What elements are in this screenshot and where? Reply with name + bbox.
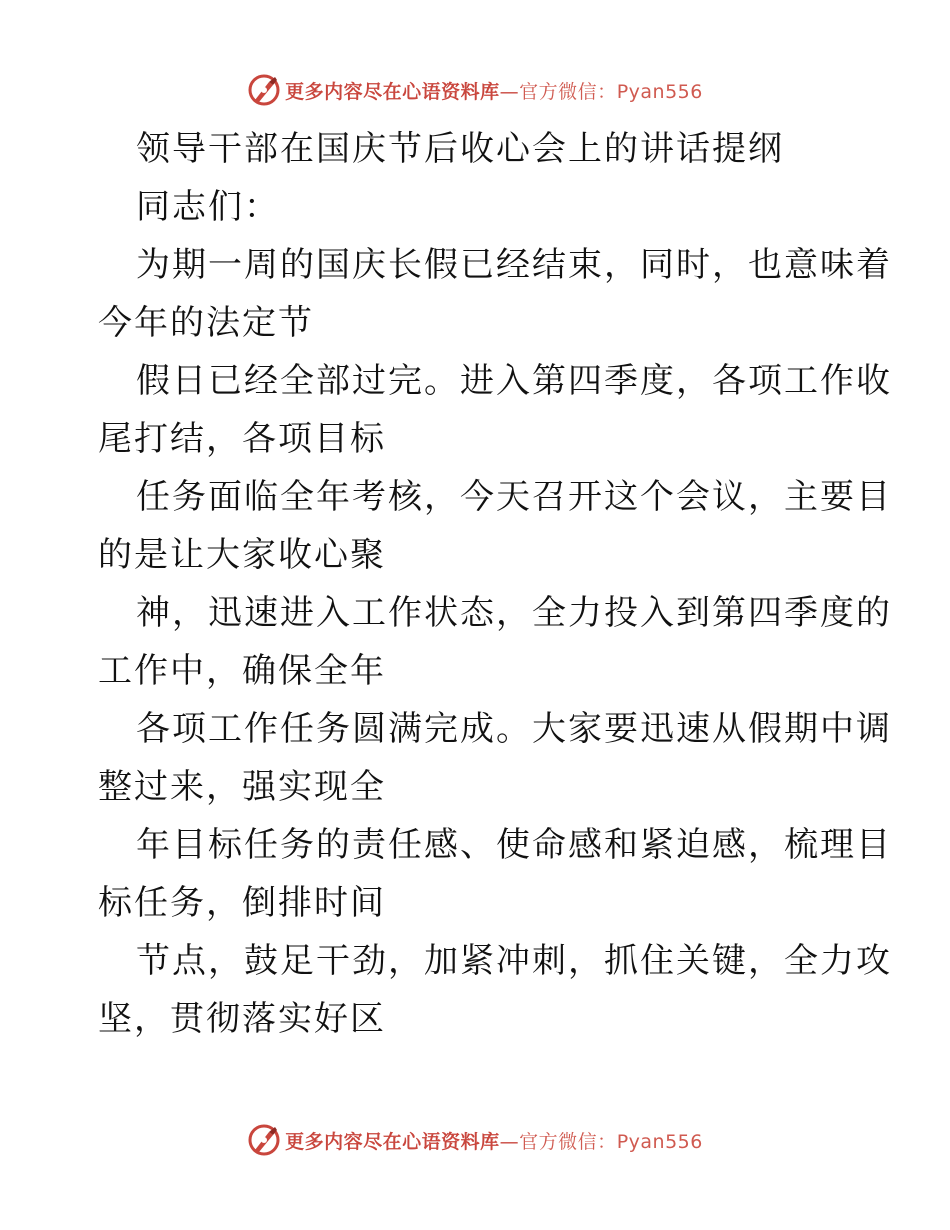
paragraph-line: 整过来，强实现全 xyxy=(98,767,386,807)
paragraph-line: 标任务，倒排时间 xyxy=(98,883,386,923)
footer-watermark-banner xyxy=(0,1120,950,1160)
paragraph-line: 的是让大家收心聚 xyxy=(98,535,386,575)
watermark-dash: — xyxy=(499,1130,520,1153)
header-watermark-banner xyxy=(0,70,950,110)
paragraph-line: 今年的法定节 xyxy=(98,303,314,343)
watermark-wechat-label: 官方微信： xyxy=(519,1130,617,1153)
watermark-dash: — xyxy=(499,80,520,103)
watermark-text xyxy=(285,1127,703,1154)
watermark-wechat-label: 官方微信： xyxy=(519,80,617,103)
paragraph-line: 为期一周的国庆长假已经结束，同时，也意味着 xyxy=(136,245,892,285)
document-body xyxy=(98,120,892,1048)
paragraph-line: 神，迅速进入工作状态，全力投入到第四季度的 xyxy=(136,593,892,633)
paragraph-line: 工作中，确保全年 xyxy=(98,651,386,691)
watermark-main-text: 更多内容尽在心语资料库 xyxy=(285,1130,500,1153)
paragraph-line: 任务面临全年考核，今天召开这个会议，主要目 xyxy=(136,477,892,517)
paragraph-line: 各项工作任务圆满完成。大家要迅速从假期中调 xyxy=(136,709,892,749)
quill-logo-icon xyxy=(247,1123,281,1157)
paragraph-line: 尾打结，各项目标 xyxy=(98,419,386,459)
watermark-text xyxy=(285,77,703,104)
salutation: 同志们： xyxy=(136,187,280,227)
paragraph-line: 坚，贯彻落实好区 xyxy=(98,999,386,1039)
watermark-wechat-id: Pyan556 xyxy=(616,80,703,103)
watermark-main-text: 更多内容尽在心语资料库 xyxy=(285,80,500,103)
watermark-wechat-id: Pyan556 xyxy=(616,1130,703,1153)
quill-logo-icon xyxy=(247,73,281,107)
document-title: 领导干部在国庆节后收心会上的讲话提纲 xyxy=(136,129,784,169)
paragraph-line: 假日已经全部过完。进入第四季度，各项工作收 xyxy=(136,361,892,401)
paragraph-line: 年目标任务的责任感、使命感和紧迫感，梳理目 xyxy=(136,825,892,865)
paragraph-line: 节点，鼓足干劲，加紧冲刺，抓住关键，全力攻 xyxy=(136,941,892,981)
